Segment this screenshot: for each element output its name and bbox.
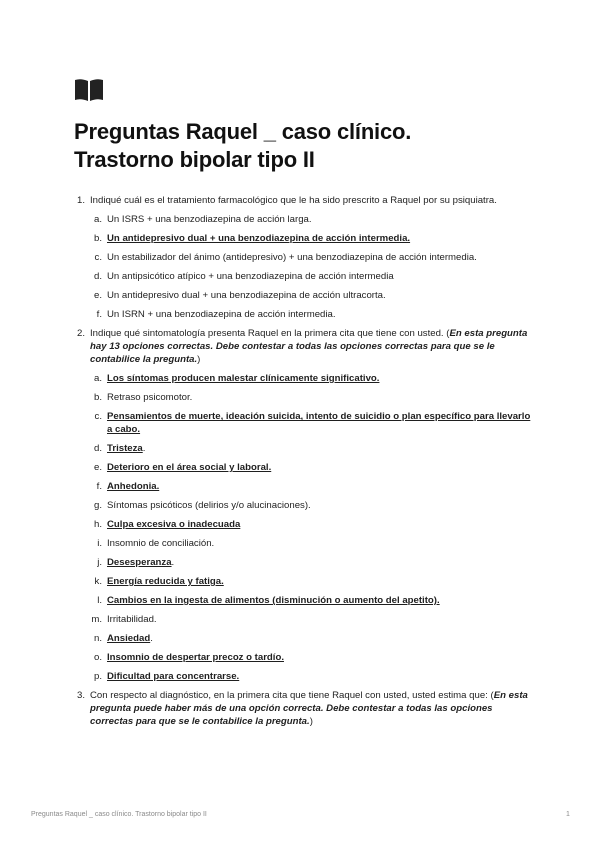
option-text-correct: Dificultad para concentrarse. [107, 671, 240, 682]
option-letter: d. [93, 271, 102, 282]
question-item [74, 689, 534, 728]
option-text-correct: Cambios en la ingesta de alimentos (disminución o aumento del apetito). [107, 595, 440, 606]
option-item [90, 251, 534, 264]
questions-list [74, 194, 534, 728]
option-item [90, 651, 534, 664]
option-item [90, 442, 534, 455]
option-letter: h. [93, 519, 102, 530]
option-suffix: . [142, 443, 146, 454]
page-number: 1 [566, 811, 570, 818]
option-letter: a. [93, 214, 102, 225]
option-letter: a. [93, 373, 102, 384]
option-text-correct: Desesperanza [107, 557, 172, 568]
question-item [74, 327, 534, 683]
question-note-suffix: ) [197, 354, 201, 365]
option-item [90, 308, 534, 321]
option-item [90, 556, 534, 569]
option-item [90, 232, 534, 245]
option-letter: f. [96, 481, 102, 492]
option-suffix: . [150, 633, 153, 644]
option-letter: p. [93, 671, 102, 682]
option-text-correct: Culpa excesiva o inadecuada [107, 519, 241, 530]
option-text-correct: Energía reducida y fatiga. [107, 576, 224, 587]
option-item [90, 372, 534, 385]
option-letter: l. [97, 595, 102, 606]
option-letter: b. [93, 392, 102, 403]
question-note: En esta pregunta puede haber más de una opción correcta. Debe contestar a todas las opciones correctas para que se le contabilice la pregunta. [90, 690, 528, 727]
option-letter: o. [93, 652, 102, 663]
option-letter: c. [94, 411, 102, 422]
option-item [90, 518, 534, 531]
option-suffix: . [171, 557, 175, 568]
options-list [90, 372, 534, 683]
option-item [90, 461, 534, 474]
option-text-correct: Deterioro en el área social y laboral. [107, 462, 272, 473]
option-text: Un antidepresivo dual + una benzodiazepina de acción ultracorta. [107, 290, 386, 301]
option-text-correct: Insomnio de despertar precoz o tardío. [107, 652, 284, 663]
question-text: Indique qué sintomatología presenta Raquel en la primera cita que tiene con usted. ( [90, 328, 450, 339]
option-letter: g. [93, 500, 102, 511]
footer-title: Preguntas Raquel _ caso clínico. Trastorno bipolar tipo II [31, 811, 207, 818]
option-item [90, 289, 534, 302]
question-text: Indiqué cuál es el tratamiento farmacológico que le ha sido prescrito a Raquel por su psiquiatra. [90, 195, 497, 206]
option-item [90, 480, 534, 493]
option-item [90, 594, 534, 607]
option-item [90, 537, 534, 550]
question-number: 2. [77, 328, 86, 339]
option-text-correct: Ansiedad [107, 633, 151, 644]
question-note-suffix: ) [309, 716, 313, 727]
option-item [90, 391, 534, 404]
option-text-correct: Anhedonia. [107, 481, 160, 492]
option-letter: c. [94, 252, 102, 263]
questions-container [74, 194, 534, 734]
title-line-1: Preguntas Raquel _ caso clínico. [74, 119, 412, 144]
option-letter: e. [93, 290, 102, 301]
option-letter: n. [93, 633, 102, 644]
option-text: Síntomas psicóticos (delirios y/o alucinaciones). [107, 500, 311, 511]
question-note: En esta pregunta hay 13 opciones correctas. Debe contestar a todas las opciones correctas para que se le contabilice la pregunta. [90, 328, 528, 365]
options-list [90, 213, 534, 321]
option-letter: e. [93, 462, 102, 473]
option-letter: b. [93, 233, 102, 244]
option-letter: i. [97, 538, 102, 549]
option-letter: k. [94, 576, 102, 587]
page-title [74, 118, 544, 174]
option-letter: d. [93, 443, 102, 454]
option-text: Un estabilizador del ánimo (antidepresivo) + una benzodiazepina de acción intermedia. [107, 252, 477, 263]
option-item [90, 499, 534, 512]
option-letter: f. [96, 309, 102, 320]
option-text: Retraso psicomotor. [107, 392, 193, 403]
option-item [90, 632, 534, 645]
option-text: Insomnio de conciliación. [107, 538, 215, 549]
option-item [90, 575, 534, 588]
option-item [90, 670, 534, 683]
option-letter: j. [97, 557, 102, 568]
option-text: Irritabilidad. [107, 614, 157, 625]
option-item [90, 213, 534, 226]
question-number: 3. [77, 690, 86, 701]
option-text-correct: Pensamientos de muerte, ideación suicida, intento de suicidio o plan específico para llevarlo a cabo. [107, 411, 531, 435]
option-text-correct: Tristeza [107, 443, 143, 454]
option-text-correct: Los síntomas producen malestar clínicamente significativo. [107, 373, 380, 384]
option-text: Un ISRS + una benzodiazepina de acción larga. [107, 214, 312, 225]
option-text: Un antipsicótico atípico + una benzodiazepina de acción intermedia [107, 271, 394, 282]
question-text: Con respecto al diagnóstico, en la primera cita que tiene Raquel con usted, usted estima que: ( [90, 690, 494, 701]
question-item [74, 194, 534, 321]
option-text-correct: Un antidepresivo dual + una benzodiazepina de acción intermedia. [107, 233, 411, 244]
option-item [90, 410, 534, 436]
title-line-2: Trastorno bipolar tipo II [74, 147, 315, 172]
option-text: Un ISRN + una benzodiazepina de acción intermedia. [107, 309, 336, 320]
option-item [90, 613, 534, 626]
option-item [90, 270, 534, 283]
open-book-icon [74, 78, 104, 102]
option-letter: m. [91, 614, 102, 625]
question-number: 1. [77, 195, 86, 206]
